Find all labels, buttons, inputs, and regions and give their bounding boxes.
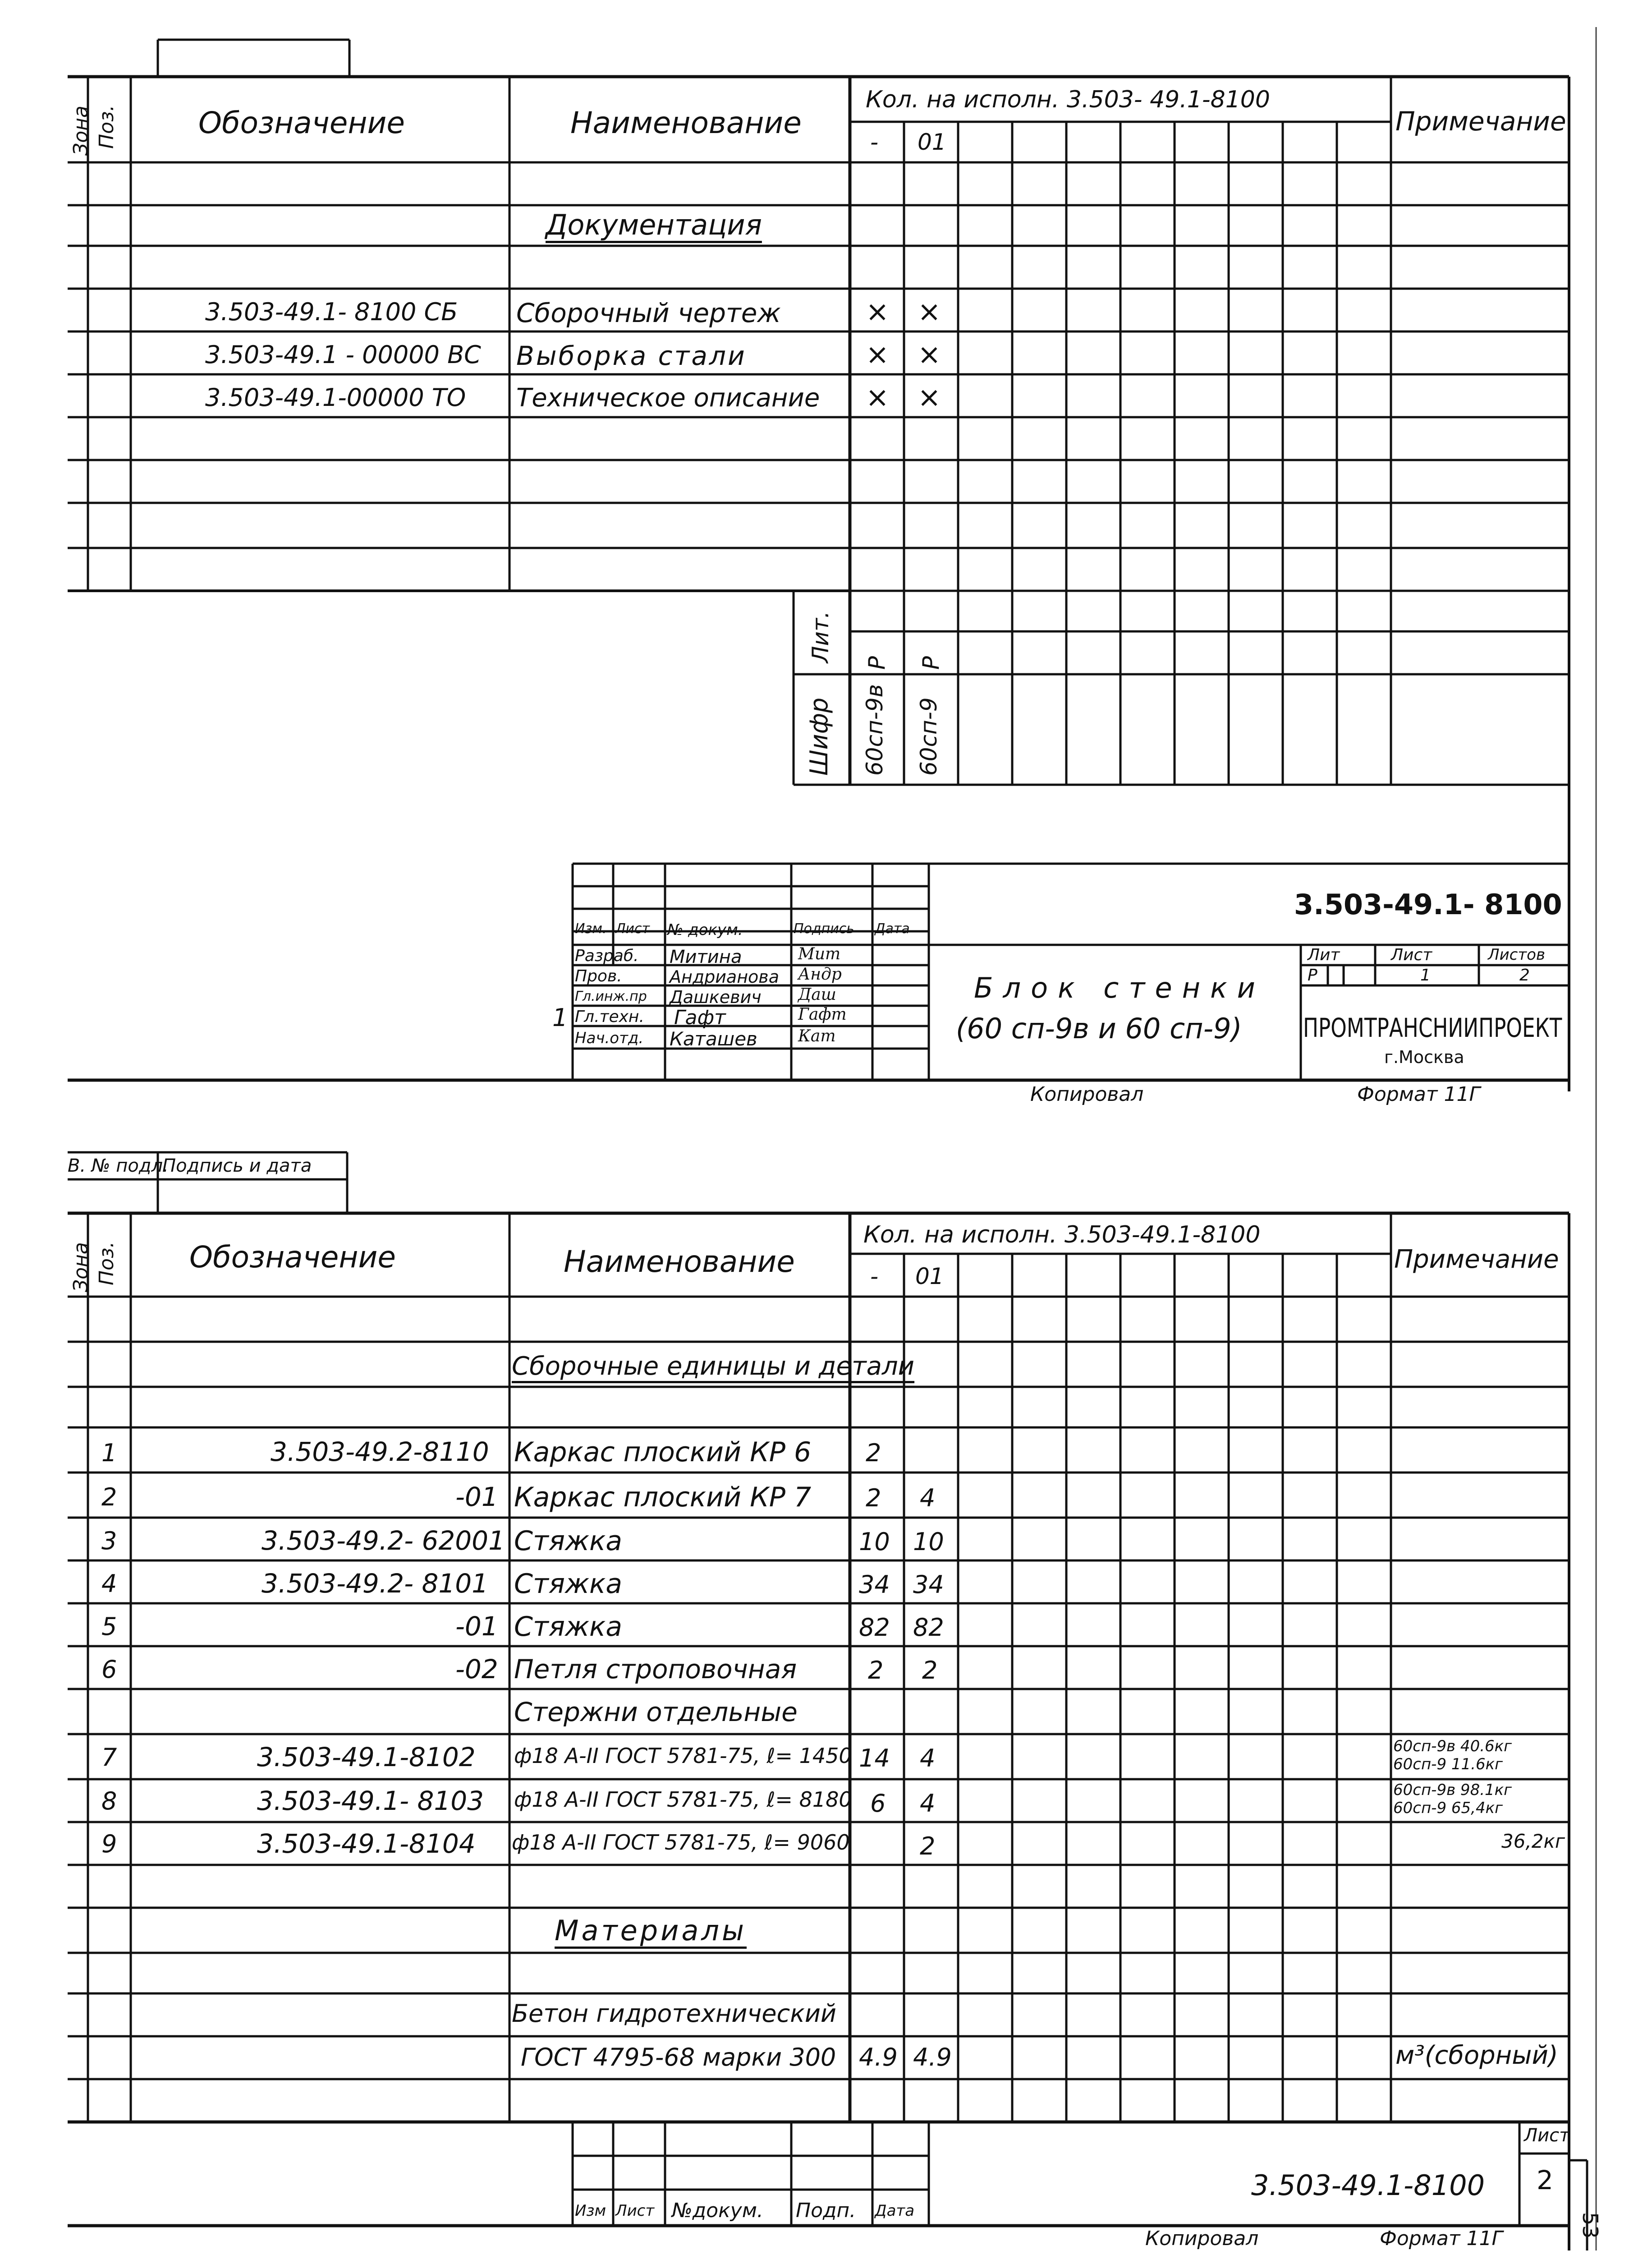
- row-designation: -01: [455, 1482, 498, 1512]
- row-note: 60сп-9 11.6кг: [1393, 1755, 1503, 1773]
- row-designation: -02: [455, 1654, 498, 1684]
- doc-name: Техническое описание: [516, 383, 820, 413]
- qty-col-01: 01: [915, 1263, 944, 1289]
- list-header: Лист: [1524, 2125, 1570, 2146]
- qty-header: Кол. на исполн. 3.503-49.1-8100: [863, 1221, 1261, 1248]
- doc-qty-1: ×: [866, 338, 889, 371]
- row-qty-1: 2: [866, 1439, 881, 1467]
- lit-header: Лит: [1308, 946, 1340, 964]
- row-designation: 3.503-49.2- 8101: [262, 1568, 489, 1599]
- row-name: Стяжка: [514, 1611, 622, 1643]
- listov-value: 2: [1519, 966, 1530, 985]
- qty-col-01: 01: [918, 129, 946, 155]
- material-qty-1: 4.9: [859, 2043, 898, 2071]
- signature: Даш: [798, 985, 836, 1004]
- pos-header: Поз.: [95, 1241, 118, 1285]
- col-sign: Подпись: [794, 921, 854, 937]
- role-label: Гл.техн.: [575, 1008, 644, 1026]
- row-qty-2: 10: [913, 1528, 944, 1556]
- row-name: Стяжка: [514, 1525, 622, 1557]
- row-name: Петля строповочная: [514, 1654, 797, 1684]
- col-izm: Изм.: [575, 921, 607, 937]
- row-qty-2: 4: [920, 1484, 936, 1512]
- row-qty-2: 4: [920, 1744, 936, 1772]
- row-designation: 3.503-49.1-8104: [257, 1828, 476, 1859]
- document-code: 3.503-49.1-8100: [1251, 2169, 1485, 2202]
- format: Формат 11Г: [1380, 2227, 1503, 2250]
- row-note: 60сп-9в 98.1кг: [1393, 1781, 1512, 1799]
- copied-by: Копировал: [1030, 1083, 1144, 1106]
- inventory-label: В. № подл.: [68, 1155, 169, 1176]
- copied-by: Копировал: [1145, 2227, 1259, 2250]
- doc-name: Выборка стали: [516, 341, 747, 371]
- row-pos: 2: [101, 1483, 117, 1511]
- row-pos: 8: [101, 1787, 117, 1815]
- page-number: 53: [1578, 2212, 1602, 2239]
- person-name: Каташев: [670, 1028, 757, 1050]
- doc-qty-2: ×: [918, 381, 941, 414]
- doc-qty-2: ×: [918, 295, 941, 328]
- section-assembly: Сборочные единицы и детали: [512, 1352, 915, 1381]
- row-qty-1: 82: [859, 1613, 890, 1642]
- lit-value: Р: [1308, 966, 1317, 985]
- row-qty-2: 2: [920, 1832, 936, 1860]
- row-note: 36,2кг: [1501, 1830, 1565, 1852]
- listov-header: Листов: [1488, 946, 1546, 964]
- material-note: м³(сборный): [1395, 2041, 1558, 2070]
- row-pos: 4: [101, 1569, 117, 1598]
- row-qty-2: 2: [922, 1656, 938, 1684]
- section-documentation: Документация: [546, 208, 762, 241]
- row-qty-1: 14: [859, 1744, 890, 1772]
- row-designation: 3.503-49.1- 8103: [257, 1786, 484, 1816]
- document-code: 3.503-49.1- 8100: [1294, 888, 1562, 921]
- row-qty-1: 2: [868, 1656, 884, 1684]
- designation-header: Обозначение: [189, 1240, 396, 1275]
- col-date: Дата: [875, 2202, 915, 2220]
- col-date: Дата: [875, 921, 910, 937]
- row-name: Каркас плоский КР 7: [514, 1482, 812, 1513]
- row-qty-1: 6: [870, 1789, 886, 1818]
- material-standard: ГОСТ 4795-68 марки 300: [521, 2043, 836, 2071]
- note-header: Примечание: [1395, 106, 1566, 137]
- variant-1-code: 60сп-9в: [862, 684, 888, 776]
- person-name: Митина: [670, 947, 742, 967]
- signature: Андр: [798, 965, 842, 984]
- row-designation: 3.503-49.2-8110: [271, 1436, 489, 1467]
- row-designation: 3.503-49.1-8102: [257, 1742, 476, 1772]
- row-name: ф18 А-II ГОСТ 5781-75, ℓ= 8180: [514, 1787, 852, 1812]
- row-qty-2: 34: [913, 1570, 944, 1599]
- drawing-title: Блок стенки: [974, 971, 1265, 1004]
- list-value: 1: [1420, 966, 1431, 985]
- col-izm: Изм: [575, 2202, 606, 2220]
- row-qty-2: 82: [913, 1613, 944, 1642]
- doc-qty-1: ×: [866, 295, 889, 328]
- drawing-subtitle: (60 сп-9в и 60 сп-9): [956, 1012, 1242, 1045]
- zone-header: Зона: [69, 106, 92, 156]
- variant-1-lit: Р: [864, 656, 890, 670]
- material-qty-2: 4.9: [913, 2043, 952, 2071]
- row-qty-1: 2: [866, 1484, 881, 1512]
- doc-designation: 3.503-49.1 - 00000 ВС: [205, 341, 481, 369]
- row-qty-2: 4: [920, 1789, 936, 1818]
- note-header: Примечание: [1394, 1245, 1559, 1274]
- person-name: Андрианова: [670, 967, 779, 987]
- name-header: Наименование: [570, 106, 802, 140]
- row-name: Каркас плоский КР 6: [514, 1436, 812, 1468]
- doc-qty-2: ×: [918, 338, 941, 371]
- sign-date-label: Подпись и дата: [162, 1155, 312, 1176]
- organization: ПРОМТРАНСНИИПРОЕКТ: [1303, 1012, 1562, 1043]
- pos-header: Поз.: [95, 105, 118, 149]
- doc-designation: 3.503-49.1- 8100 СБ: [205, 298, 458, 326]
- row-note: 60сп-9в 40.6кг: [1393, 1737, 1512, 1755]
- row-pos: 9: [101, 1830, 117, 1858]
- row-name: Стержни отдельные: [514, 1697, 798, 1727]
- qty-col-dash: -: [870, 1263, 879, 1289]
- designation-header: Обозначение: [198, 106, 405, 140]
- signature: Кат: [798, 1027, 836, 1045]
- col-doc: № докум.: [667, 921, 743, 939]
- row-pos: 7: [101, 1743, 117, 1772]
- format: Формат 11Г: [1357, 1083, 1481, 1106]
- row-designation: -01: [455, 1611, 498, 1642]
- role-label: Пров.: [575, 967, 622, 985]
- row-name: Стяжка: [514, 1568, 622, 1600]
- row-qty-1: 10: [859, 1528, 890, 1556]
- mark-1: 1: [552, 1003, 568, 1032]
- zone-header: Зона: [69, 1242, 92, 1292]
- section-materials: Материалы: [555, 1914, 747, 1947]
- variant-2-code: 60сп-9: [916, 697, 942, 776]
- col-doc: №докум.: [672, 2199, 763, 2222]
- cipher-label: Шифр: [805, 697, 833, 776]
- list-header: Лист: [1391, 946, 1432, 964]
- material-name: Бетон гидротехнический: [512, 1999, 837, 2028]
- lit-label: Лит.: [808, 611, 834, 663]
- row-name: ф18 А-II ГОСТ 5781-75, ℓ= 9060: [512, 1830, 850, 1855]
- doc-qty-1: ×: [866, 381, 889, 414]
- city: г.Москва: [1384, 1047, 1464, 1067]
- role-label: Гл.инж.пр: [575, 989, 647, 1004]
- name-header: Наименование: [564, 1244, 795, 1279]
- doc-name: Сборочный чертеж: [516, 298, 781, 328]
- doc-designation: 3.503-49.1-00000 ТО: [205, 383, 466, 412]
- col-list: Лист: [615, 2202, 655, 2220]
- variant-2-lit: Р: [918, 656, 944, 670]
- qty-col-dash: -: [870, 129, 879, 155]
- col-sign: Подп.: [796, 2199, 856, 2222]
- row-pos: 3: [101, 1527, 117, 1555]
- row-pos: 6: [101, 1655, 117, 1684]
- person-name: Гафт: [674, 1006, 726, 1029]
- person-name: Дашкевич: [670, 987, 762, 1007]
- col-list: Лист: [615, 921, 650, 937]
- list-value: 2: [1537, 2165, 1553, 2195]
- role-label: Нач.отд.: [575, 1029, 644, 1047]
- row-name: ф18 А-II ГОСТ 5781-75, ℓ= 1450: [514, 1744, 852, 1768]
- row-note: 60сп-9 65,4кг: [1393, 1799, 1503, 1817]
- row-pos: 1: [101, 1439, 117, 1467]
- role-label: Разраб.: [575, 947, 639, 965]
- signature: Мит: [798, 945, 841, 963]
- row-qty-1: 34: [859, 1570, 890, 1599]
- row-designation: 3.503-49.2- 62001: [262, 1525, 505, 1556]
- row-pos: 5: [101, 1612, 117, 1641]
- signature: Гафт: [798, 1005, 847, 1024]
- qty-header: Кол. на исполн. 3.503- 49.1-8100: [866, 86, 1270, 113]
